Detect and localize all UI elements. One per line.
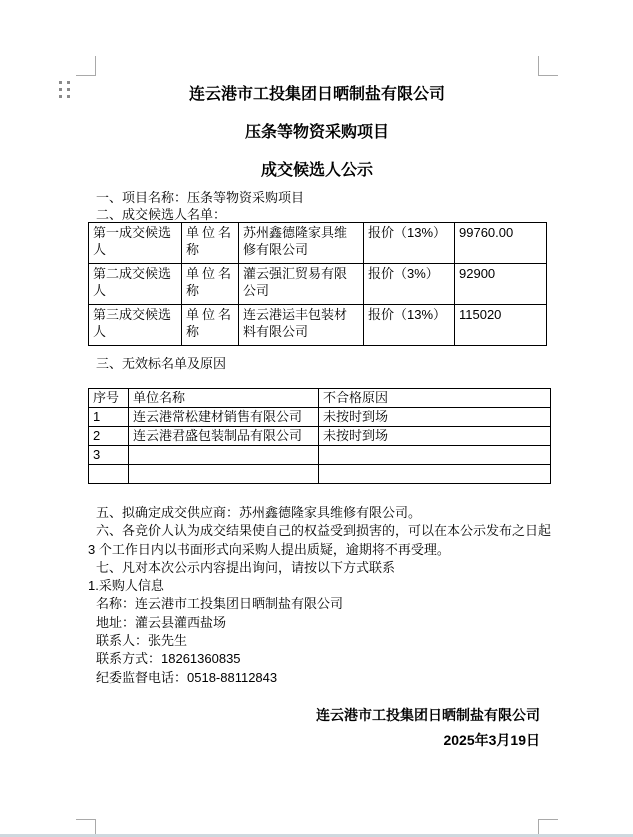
header-unit-name: 单位名称 [129, 389, 319, 408]
section-supplier: 五、拟确定成交供应商：苏州鑫德隆家具维修有限公司。 [96, 505, 422, 520]
rank-cell: 第三成交候选人 [89, 305, 182, 346]
candidate-row [89, 223, 547, 264]
unit-label-cell: 单位名称 [182, 305, 239, 346]
rank-cell: 第一成交候选人 [89, 223, 182, 264]
rank-cell: 第二成交候选人 [89, 264, 182, 305]
table-row [89, 465, 551, 484]
candidate-row [89, 264, 547, 305]
unit-name-cell [129, 446, 319, 465]
section-intro [96, 189, 304, 223]
footer-date: 2025年3月19日 [443, 732, 540, 748]
company-cell: 苏州鑫德隆家具维修有限公司 [239, 223, 364, 264]
discipline-phone: 纪委监督电话：0518-88112843 [96, 669, 278, 685]
amount-cell: 99760.00 [455, 223, 547, 264]
table-row [89, 408, 551, 427]
crop-mark-top-right [538, 56, 558, 76]
company-cell: 连云港运丰包装材料有限公司 [239, 305, 364, 346]
candidates-table [88, 222, 547, 346]
quote-label-cell: 报价（3%） [364, 264, 455, 305]
table-header-row [89, 389, 551, 408]
unit-name-cell: 连云港君盛包装制品有限公司 [129, 427, 319, 446]
seq-cell: 2 [89, 427, 129, 446]
unit-name-cell: 连云港常松建材销售有限公司 [129, 408, 319, 427]
drag-handle-icon[interactable] [59, 81, 70, 98]
buyer-address: 地址：灌云县灌西盐场 [96, 614, 227, 630]
header-seq: 序号 [89, 389, 129, 408]
quote-label-cell: 报价（13%） [364, 305, 455, 346]
header-reason: 不合格原因 [319, 389, 551, 408]
seq-cell: 1 [89, 408, 129, 427]
seq-cell [89, 465, 129, 484]
section-invalid-heading-text: 三、无效标名单及原因 [96, 356, 227, 371]
unit-label-cell: 单位名称 [182, 264, 239, 305]
amount-cell: 92900 [455, 264, 547, 305]
company-cell: 灌云强汇贸易有限公司 [239, 264, 364, 305]
title-line-project: 压条等物资采购项目 [244, 124, 389, 141]
section-project-name: 一、项目名称：压条等物资采购项目 [96, 190, 305, 205]
seq-cell: 3 [89, 446, 129, 465]
section-inquiry: 七、凡对本次公示内容提出询问，请按以下方式联系 [96, 559, 396, 575]
reason-cell [319, 446, 551, 465]
signature-block [316, 703, 540, 753]
invalid-bids-table [88, 388, 551, 484]
section-candidates-heading: 二、成交候选人名单： [96, 207, 227, 222]
buyer-info-heading: 1.采购人信息 [88, 578, 164, 594]
footer-company: 连云港市工投集团日晒制盐有限公司 [316, 707, 540, 723]
section-objection-line2: 3 个工作日内以书面形式向采购人提出质疑，逾期将不再受理。 [88, 541, 450, 557]
contact-person: 联系人：张先生 [96, 633, 188, 649]
table-row [89, 427, 551, 446]
section-objection-line1: 六、各竞价人认为成交结果使自己的权益受到损害的，可以在本公示发布之日起 [96, 523, 552, 539]
buyer-name: 名称：连云港市工投集团日晒制盐有限公司 [96, 596, 344, 612]
unit-name-cell [129, 465, 319, 484]
document-title [96, 76, 538, 190]
amount-cell: 115020 [455, 305, 547, 346]
reason-cell [319, 465, 551, 484]
quote-label-cell: 报价（13%） [364, 223, 455, 264]
reason-cell: 未按时到场 [319, 408, 551, 427]
candidate-row [89, 305, 547, 346]
table-row [89, 446, 551, 465]
contact-phone: 联系方式：18261360835 [96, 651, 241, 667]
title-line-announcement: 成交候选人公示 [260, 162, 373, 179]
reason-cell: 未按时到场 [319, 427, 551, 446]
section-invalid-heading [96, 355, 226, 372]
unit-label-cell: 单位名称 [182, 223, 239, 264]
title-line-company: 连云港市工投集团日晒制盐有限公司 [188, 86, 445, 103]
body-paragraphs [88, 504, 552, 687]
crop-mark-top-left [76, 56, 96, 76]
